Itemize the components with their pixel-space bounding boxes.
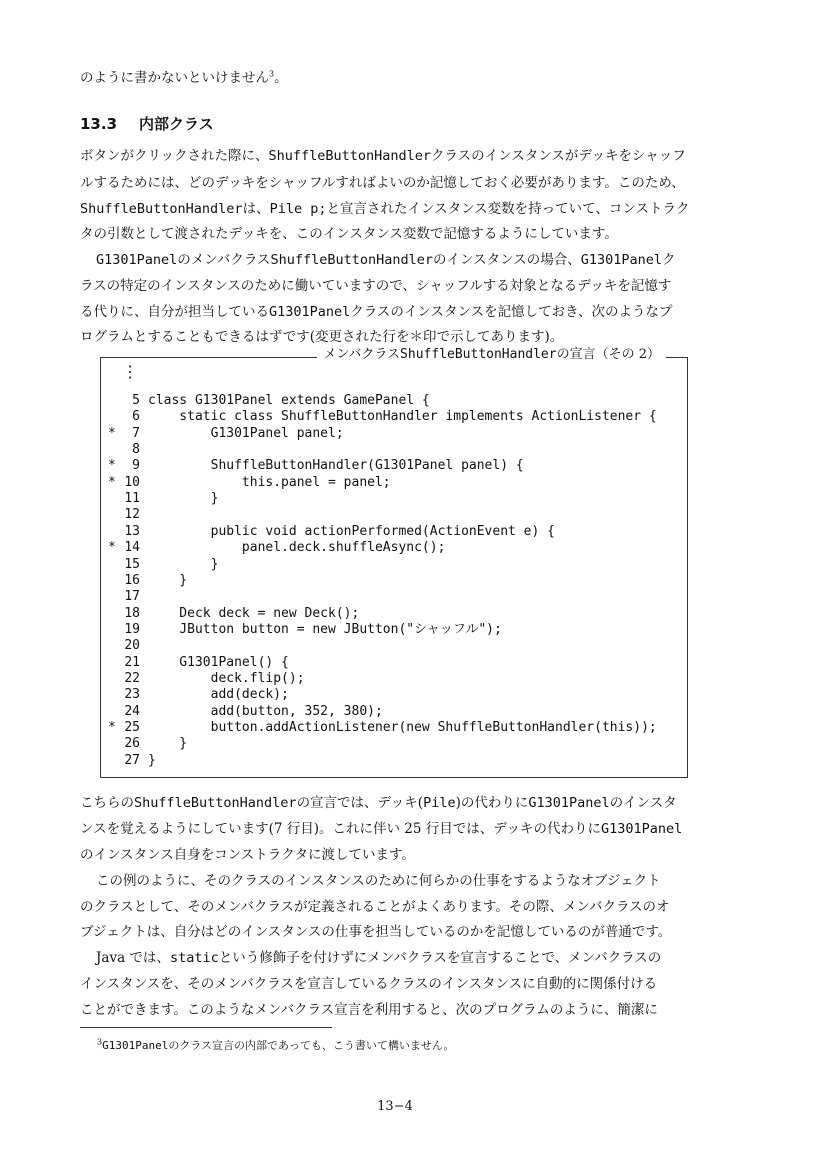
line-number: 11 bbox=[124, 491, 140, 507]
line-number: 21 bbox=[124, 654, 140, 670]
code-line bbox=[108, 672, 305, 685]
footnote-rule bbox=[80, 1027, 332, 1028]
paragraph-line: G1301PanelのメンバクラスShuffleButtonHandlerのインスタンスの場合、G1301Panelク bbox=[96, 252, 676, 268]
section-heading bbox=[80, 113, 214, 134]
code-text: panel.deck.shuffleAsync(); bbox=[148, 540, 446, 556]
line-number: 5 bbox=[132, 393, 140, 408]
code-line bbox=[108, 558, 218, 571]
changed-line-marker bbox=[108, 525, 116, 538]
code-text: static class ShuffleButtonHandler implements ActionListener { bbox=[148, 409, 657, 425]
code-line bbox=[108, 639, 148, 652]
line-number: 25 bbox=[124, 720, 140, 735]
changed-line-marker bbox=[108, 508, 116, 521]
line-number: 27 bbox=[124, 752, 140, 768]
code-line bbox=[108, 427, 344, 440]
paragraph-line: ラスの特定のインスタンスのために働いていますので、シャッフルする対象となるデッキを記憶す bbox=[80, 278, 672, 294]
paragraph-line: る代りに、自分が担当しているG1301Panelクラスのインスタンスを記憶しておき、次のようなプ bbox=[80, 304, 673, 320]
code-line bbox=[108, 656, 289, 669]
code-line bbox=[108, 705, 383, 718]
changed-line-marker bbox=[108, 410, 116, 423]
changed-line-marker: * bbox=[108, 458, 116, 474]
line-number: 22 bbox=[124, 670, 140, 686]
paragraph-line: ログラムとすることもできるはずです(変更された行を＊印で示してあります)。 bbox=[80, 329, 564, 345]
code-block-caption: メンバクラスShuffleButtonHandlerの宣言（その 2） bbox=[317, 348, 666, 361]
section-number: 13.3 bbox=[80, 115, 118, 133]
changed-line-marker bbox=[108, 639, 116, 652]
code-line bbox=[108, 459, 524, 472]
code-text: deck.flip(); bbox=[148, 670, 305, 686]
code-text: } bbox=[148, 752, 156, 768]
changed-line-marker bbox=[108, 705, 116, 718]
code-text: } bbox=[148, 572, 188, 588]
changed-line-marker bbox=[108, 737, 116, 750]
code-line bbox=[108, 492, 218, 505]
changed-line-marker bbox=[108, 558, 116, 571]
page-number: 13−4 bbox=[377, 1099, 413, 1114]
code-line bbox=[108, 410, 657, 423]
changed-line-marker bbox=[108, 394, 116, 407]
line-number: 26 bbox=[124, 736, 140, 752]
line-number: 19 bbox=[124, 621, 140, 637]
code-line bbox=[108, 688, 289, 701]
line-number: 10 bbox=[124, 474, 140, 490]
changed-line-marker bbox=[108, 574, 116, 587]
line-number: 8 bbox=[132, 442, 140, 458]
paragraph-line: Java では、staticという修飾子を付けずにメンバクラスを宣言することで、メンバクラスの bbox=[96, 950, 662, 966]
paragraph-line: ボタンがクリックされた際に、ShuffleButtonHandlerクラスのインスタンスがデッキをシャッフ bbox=[80, 148, 686, 164]
paragraph-line: ンスを覚えるようにしています(7 行目)。これに伴い 25 行目では、デッキの代わりにG1301Panel bbox=[80, 821, 683, 837]
code-text: this.panel = panel; bbox=[148, 474, 391, 490]
code-text: } bbox=[148, 491, 219, 507]
changed-line-marker: * bbox=[108, 474, 116, 490]
code-text: } bbox=[148, 556, 219, 572]
changed-line-marker bbox=[108, 672, 116, 685]
paragraph-line: ルするためには、どのデッキをシャッフルすればよいのか記憶しておく必要があります。このため、 bbox=[80, 175, 685, 191]
line-number: 20 bbox=[124, 638, 140, 654]
changed-line-marker bbox=[108, 688, 116, 701]
line-number: 12 bbox=[124, 507, 140, 523]
line-number: 17 bbox=[124, 589, 140, 605]
changed-line-marker: * bbox=[108, 720, 116, 735]
code-line bbox=[108, 623, 502, 636]
code-text: Deck deck = new Deck(); bbox=[148, 605, 360, 621]
code-line bbox=[108, 541, 445, 554]
line-number: 13 bbox=[124, 523, 140, 539]
changed-line-marker bbox=[108, 443, 116, 456]
changed-line-marker bbox=[108, 754, 116, 767]
paragraph-line: ことができます。このようなメンバクラス宣言を利用すると、次のプログラムのように、簡潔に bbox=[80, 1002, 658, 1018]
code-text: ShuffleButtonHandler(G1301Panel panel) { bbox=[148, 458, 524, 474]
section-title: 内部クラス bbox=[139, 115, 214, 133]
code-line bbox=[108, 590, 148, 603]
line-number: 9 bbox=[132, 458, 140, 474]
line-number: 6 bbox=[132, 409, 140, 425]
changed-line-marker: * bbox=[108, 540, 116, 556]
code-line bbox=[108, 476, 391, 489]
code-line bbox=[108, 737, 187, 750]
code-line bbox=[108, 754, 156, 767]
paragraph-line: タの引数として渡されたデッキを、このインスタンス変数で記憶するようにしています。 bbox=[80, 226, 618, 242]
code-line bbox=[108, 525, 555, 538]
code-line bbox=[108, 607, 359, 620]
changed-line-marker bbox=[108, 590, 116, 603]
changed-line-marker bbox=[108, 492, 116, 505]
code-line bbox=[108, 508, 148, 521]
line-number: 14 bbox=[124, 540, 140, 556]
code-text: add(deck); bbox=[148, 687, 289, 703]
code-text: class G1301Panel extends GamePanel { bbox=[148, 393, 430, 408]
code-line bbox=[108, 574, 187, 587]
code-line bbox=[108, 394, 430, 407]
code-line bbox=[108, 443, 148, 456]
code-text: public void actionPerformed(ActionEvent e) { bbox=[148, 523, 555, 539]
footnote-ref: 3 bbox=[269, 69, 275, 79]
paragraph-line: のクラスとして、そのメンバクラスが定義されることがよくあります。その際、メンバクラスのオ bbox=[80, 899, 670, 915]
paragraph-line: ShuffleButtonHandlerは、Pile p;と宣言されたインスタンス変数を持っていて、コンストラク bbox=[80, 201, 690, 217]
text-line: のように書かないといけません$^3$。 bbox=[80, 69, 288, 86]
code-text: } bbox=[148, 736, 188, 752]
line-number: 18 bbox=[124, 605, 140, 621]
code-line bbox=[108, 721, 657, 734]
code-text: G1301Panel panel; bbox=[148, 425, 344, 441]
changed-line-marker bbox=[108, 607, 116, 620]
code-text: G1301Panel() { bbox=[148, 654, 289, 670]
code-text: add(button, 352, 380); bbox=[148, 703, 383, 719]
line-number: 23 bbox=[124, 687, 140, 703]
paragraph-line: インスタンスを、そのメンバクラスを宣言しているクラスのインスタンスに自動的に関係付ける bbox=[80, 976, 658, 992]
changed-line-marker bbox=[108, 656, 116, 669]
footnote: $^3$G1301Panelのクラス宣言の内部であっても、こう書いて構いません。 bbox=[97, 1037, 455, 1052]
paragraph-line: この例のように、そのクラスのインスタンスのために何らかの仕事をするようなオブジェクト bbox=[96, 873, 661, 889]
line-number: 7 bbox=[132, 425, 140, 441]
line-number: 15 bbox=[124, 556, 140, 572]
changed-line-marker bbox=[108, 623, 116, 636]
paragraph-line: ブジェクトは、自分はどのインスタンスの仕事を担当しているのかを記憶しているのが普通です。 bbox=[80, 924, 672, 940]
vertical-ellipsis: ⋮ bbox=[122, 362, 138, 381]
code-text: button.addActionListener(new ShuffleButtonHandler(this)); bbox=[148, 720, 657, 735]
code-text: JButton button = new JButton("シャッフル"); bbox=[148, 621, 502, 637]
paragraph-line: のインスタンス自身をコンストラクタに渡しています。 bbox=[80, 847, 415, 863]
line-number: 16 bbox=[124, 572, 140, 588]
changed-line-marker: * bbox=[108, 425, 116, 441]
paragraph-line: こちらのShuffleButtonHandlerの宣言では、デッキ(Pile)の代わりにG1301Panelのインスタ bbox=[80, 795, 677, 811]
line-number: 24 bbox=[124, 703, 140, 719]
